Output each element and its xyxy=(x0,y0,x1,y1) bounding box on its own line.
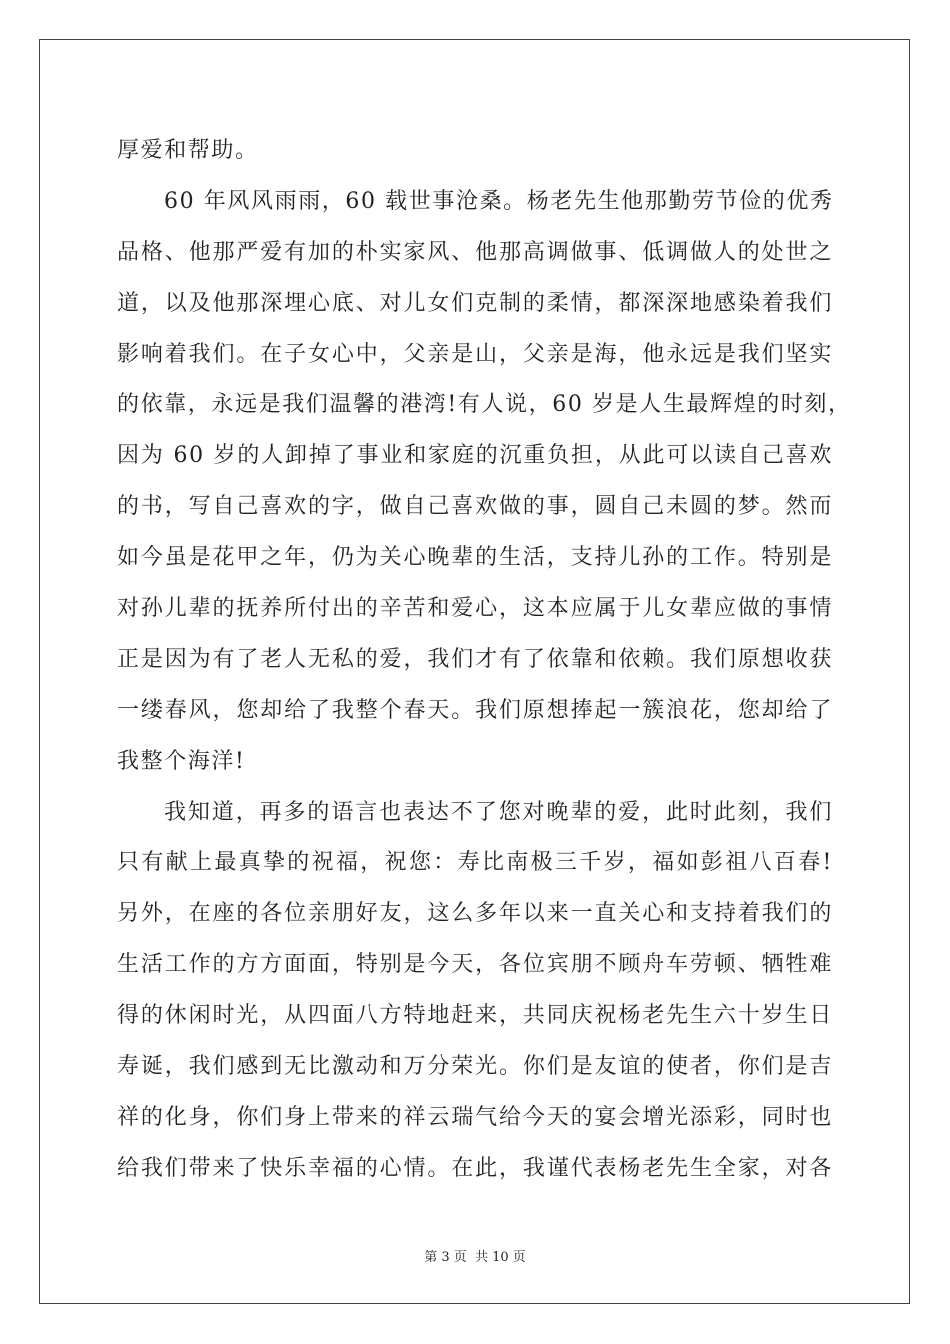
text-line: 另外，在座的各位亲朋好友，这么多年以来一直关心和支持着我们的 xyxy=(117,901,833,927)
text-line: 道，以及他那深埋心底、对儿女们克制的柔情，都深深地感染着我们 xyxy=(117,290,833,316)
page-footer xyxy=(0,1246,950,1265)
text-line: 影响着我们。在子女心中，父亲是山，父亲是海，他永远是我们坚实 xyxy=(117,341,833,367)
document-body xyxy=(117,126,852,1195)
text-line: 我知道，再多的语言也表达不了您对晚辈的爱，此时此刻，我们 xyxy=(164,799,833,825)
text-line: 寿诞，我们感到无比激动和万分荣光。你们是友谊的使者，你们是吉 xyxy=(117,1054,833,1080)
page-number: 第 3 页 xyxy=(424,1250,467,1265)
text-line: 因为 60 岁的人卸掉了事业和家庭的沉重负担，从此可以读自己喜欢 xyxy=(117,443,833,469)
text-line: 我整个海洋! xyxy=(117,748,246,774)
text-line: 一缕春风，您却给了我整个春天。我们原想捧起一簇浪花，您却给了 xyxy=(117,697,833,723)
page-total: 共 10 页 xyxy=(474,1250,526,1265)
text-line: 生活工作的方方面面，特别是今天，各位宾朋不顾舟车劳顿、牺牲难 xyxy=(117,952,833,978)
text-line: 的书，写自己喜欢的字，做自己喜欢做的事，圆自己未圆的梦。然而 xyxy=(117,494,833,520)
text-line: 得的休闲时光，从四面八方特地赶来，共同庆祝杨老先生六十岁生日 xyxy=(117,1003,833,1029)
text-line: 60 年风风雨雨，60 载世事沧桑。杨老先生他那勤劳节俭的优秀 xyxy=(164,188,834,214)
text-line: 厚爱和帮助。 xyxy=(117,138,259,163)
text-line: 祥的化身，你们身上带来的祥云瑞气给今天的宴会增光添彩，同时也 xyxy=(117,1104,833,1130)
text-line: 的依靠，永远是我们温馨的港湾!有人说，60 岁是人生最辉煌的时刻， xyxy=(117,392,852,418)
text-line: 给我们带来了快乐幸福的心情。在此，我谨代表杨老先生全家，对各 xyxy=(117,1155,833,1181)
text-line: 对孙儿辈的抚养所付出的辛苦和爱心，这本应属于儿女辈应做的事情 xyxy=(117,596,833,622)
text-line: 品格、他那严爱有加的朴实家风、他那高调做事、低调做人的处世之 xyxy=(117,239,833,265)
text-line: 如今虽是花甲之年，仍为关心晚辈的生活，支持儿孙的工作。特别是 xyxy=(117,545,833,571)
text-line: 正是因为有了老人无私的爱，我们才有了依靠和依赖。我们原想收获 xyxy=(117,646,833,672)
text-line: 只有献上最真挚的祝福，祝您：寿比南极三千岁，福如彭祖八百春! xyxy=(117,850,833,876)
